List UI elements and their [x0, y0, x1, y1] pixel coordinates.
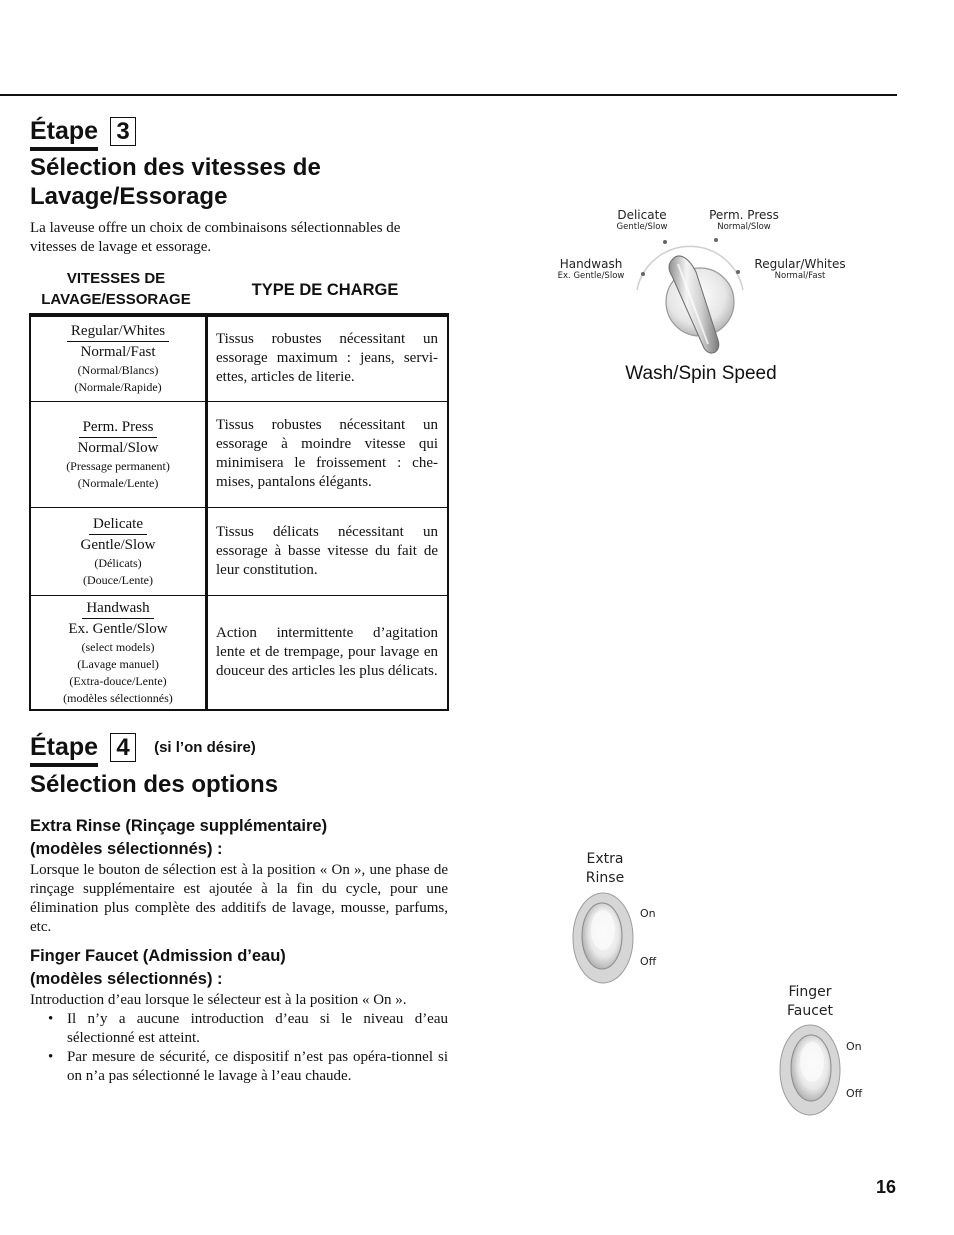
- switch-label-line2: Rinse: [585, 870, 625, 886]
- cycle-fr-1: (Délicats): [94, 555, 142, 570]
- extra-rinse-on-label: On: [640, 907, 656, 920]
- cycle-name: Delicate: [89, 514, 147, 535]
- col1-header-line1: VITESSES DE: [66, 270, 166, 287]
- cycle-fr-2: (Normale/Rapide): [74, 380, 162, 395]
- dial-position-handwash: [553, 257, 629, 281]
- dial-position-regular-whites: [752, 257, 848, 281]
- cycle-speed: Normal/Fast: [80, 344, 156, 361]
- finger-faucet-off-label: Off: [846, 1087, 863, 1100]
- cycle-speed: Ex. Gentle/Slow: [68, 620, 168, 637]
- step4-qualifier: (si l’on désire): [154, 739, 256, 757]
- speed-cell: [30, 401, 207, 507]
- extra-rinse-heading-line2: (modèles sélectionnés) :: [30, 840, 223, 858]
- speed-cell: [30, 315, 207, 401]
- speed-cell: [30, 507, 207, 595]
- extra-rinse-switch-label: [575, 850, 635, 888]
- switch-label-line2: Faucet: [786, 1003, 834, 1019]
- cycle-fr-3: (Extra-douce/Lente): [69, 673, 167, 688]
- step3-title-line1: Sélection des vitesses de: [30, 154, 321, 181]
- step4-title: Sélection des options: [30, 771, 279, 798]
- finger-faucet-heading: [30, 945, 286, 991]
- list-item: [48, 1010, 448, 1048]
- cycle-fr-1: (select models): [81, 639, 155, 654]
- step3-label: Étape: [30, 117, 98, 151]
- table-row: [30, 595, 448, 710]
- load-description: Action intermittente d’agitation lente et de trempage, pour lavage en douceur des articles les plus délicats.: [207, 595, 449, 710]
- finger-faucet-heading-line2: (modèles sélectionnés) :: [30, 970, 223, 988]
- step3-title-line2: Lavage/Essorage: [30, 183, 228, 210]
- finger-faucet-on-label: On: [846, 1040, 862, 1053]
- cycle-fr-1: (Normal/Blancs): [77, 363, 159, 378]
- dial-sublabel: Normal/Fast: [774, 271, 826, 281]
- wash-spin-dial[interactable]: [620, 220, 760, 370]
- dial-sublabel: Normal/Slow: [717, 222, 771, 232]
- cycle-fr-4: (modèles sélectionnés): [63, 690, 173, 705]
- bullet-dot: •: [48, 1049, 54, 1065]
- extra-rinse-heading-line1: Extra Rinse (Rinçage supplémentaire): [30, 817, 328, 835]
- bullet-text: Il n’y a aucune introduction d’eau si le niveau d’eau sélectionné est atteint.: [67, 1011, 448, 1046]
- extra-rinse-toggle[interactable]: [570, 890, 636, 986]
- speed-cell: [30, 595, 207, 710]
- load-description: Tissus robustes nécessitant un essorage maximum : jeans, servi-ettes, articles de literie.: [207, 315, 449, 401]
- cycle-fr-2: (Normale/Lente): [77, 475, 159, 490]
- col1-header-line2: LAVAGE/ESSORAGE: [41, 291, 191, 308]
- step3-intro: La laveuse offre un choix de combinaisons sélectionnables de vitesses de lavage et essorage.: [30, 220, 401, 255]
- dial-title: Wash/Spin Speed: [625, 363, 777, 384]
- cycle-name: Perm. Press: [79, 417, 158, 438]
- extra-rinse-text: Lorsque le bouton de sélection est à la position « On », une phase de rinçage supplémentaire est ajoutée à la fin du cycle, pour une élimination plus complète des additifs de lavage, mousse, parfums, etc.: [30, 862, 448, 935]
- dial-label: Regular/Whites: [754, 257, 846, 271]
- step3-number: 3: [110, 117, 136, 146]
- col1-header: [30, 268, 202, 310]
- top-rule: [0, 94, 897, 96]
- switch-label-line1: Finger: [788, 984, 832, 1000]
- dial-label: Handwash: [559, 257, 623, 271]
- load-description: Tissus robustes nécessitant un essorage à moindre vitesse qui minimisera le froissement : che-mises, pantalons élégants.: [207, 401, 449, 507]
- bullet-dot: •: [48, 1011, 54, 1027]
- finger-faucet-text: Introduction d’eau lorsque le sélecteur est à la position « On ».: [30, 992, 407, 1008]
- cycle-name: Handwash: [82, 598, 153, 619]
- cycle-name: Regular/Whites: [67, 321, 169, 342]
- step4-number: 4: [110, 733, 136, 762]
- cycle-fr-2: (Douce/Lente): [83, 572, 153, 587]
- cycle-speed: Normal/Slow: [77, 439, 159, 456]
- load-description: Tissus délicats nécessitant un essorage à basse vitesse du fait de leur constitution.: [207, 507, 449, 595]
- table-row: [30, 507, 448, 595]
- finger-faucet-switch-label: [780, 983, 840, 1021]
- page-number: 16: [875, 1177, 896, 1197]
- finger-faucet-toggle[interactable]: [777, 1022, 843, 1118]
- step4-heading: [30, 733, 256, 767]
- switch-label-line1: Extra: [586, 851, 624, 867]
- step4-label: Étape: [30, 733, 98, 767]
- bullet-text: Par mesure de sécurité, ce dispositif n’est pas opéra-tionnel si on n’a pas sélectionné le lavage à l’eau chaude.: [67, 1049, 448, 1084]
- extra-rinse-heading: [30, 815, 327, 861]
- speed-table: [29, 313, 449, 711]
- table-row: [30, 315, 448, 401]
- finger-faucet-heading-line1: Finger Faucet (Admission d’eau): [30, 947, 286, 965]
- dial-sublabel: Ex. Gentle/Slow: [557, 271, 625, 281]
- finger-faucet-bullets: [48, 1010, 448, 1086]
- dial-label: Delicate: [617, 208, 667, 222]
- table-row: [30, 401, 448, 507]
- dial-sublabel: Gentle/Slow: [616, 222, 668, 232]
- cycle-speed: Gentle/Slow: [80, 536, 156, 553]
- step3-heading: [30, 117, 136, 151]
- extra-rinse-off-label: Off: [640, 955, 657, 968]
- col2-header: TYPE DE CHARGE: [251, 281, 399, 299]
- cycle-fr-1: (Pressage permanent): [66, 458, 170, 473]
- dial-label: Perm. Press: [709, 208, 779, 222]
- cycle-fr-2: (Lavage manuel): [77, 656, 159, 671]
- list-item: [48, 1048, 448, 1086]
